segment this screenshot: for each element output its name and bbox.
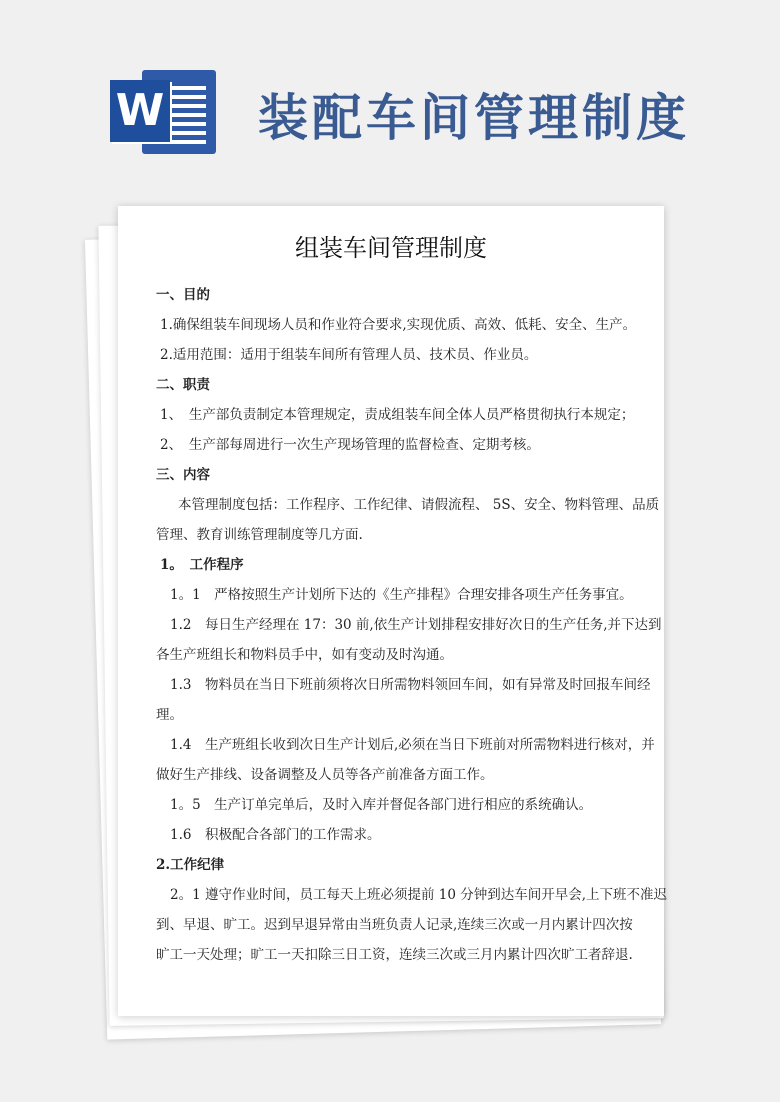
word-icon	[110, 66, 220, 158]
subsection-heading: 2.工作纪律	[156, 857, 225, 873]
paragraph-line: 2.适用范围：适用于组装车间所有管理人员、技术员、作业员。	[160, 347, 538, 363]
banner	[0, 0, 780, 190]
paragraph-line: 各生产班组长和物料员手中，如有变动及时沟通。	[156, 647, 453, 663]
paragraph-line: 2、 生产部每周进行一次生产现场管理的监督检查、定期考核。	[160, 437, 540, 453]
paragraph-line: 本管理制度包括：工作程序、工作纪律、请假流程、 5S、安全、物料管理、品质	[178, 497, 660, 513]
banner-title: 装配车间管理制度	[258, 89, 690, 147]
paragraph-line: 1.2 每日生产经理在 17：30 前,依生产计划排程安排好次日的生产任务,并下达到	[170, 617, 662, 633]
paragraph-line: 理。	[156, 707, 183, 723]
word-letter: W	[110, 80, 170, 142]
subsection-heading: 1。 工作程序	[160, 557, 244, 573]
section-heading: 二、职责	[156, 377, 210, 393]
paragraph-line: 1.4 生产班组长收到次日生产计划后,必须在当日下班前对所需物料进行核对，并	[170, 737, 655, 753]
document-page	[118, 206, 668, 1016]
document-body	[156, 280, 668, 970]
paragraph-line: 1。1 严格按照生产计划所下达的《生产排程》合理安排各项生产任务事宜。	[170, 587, 633, 603]
section-heading: 一、目的	[156, 287, 210, 303]
section-heading: 三、内容	[156, 467, 210, 483]
paragraph-line: 1.3 物料员在当日下班前须将次日所需物料领回车间，如有异常及时回报车间经	[170, 677, 651, 693]
paragraph-line: 旷工一天处理；旷工一天扣除三日工资，连续三次或三月内累计四次旷工者辞退.	[156, 947, 633, 963]
paragraph-line: 2。1 遵守作业时间，员工每天上班必须提前 10 分钟到达车间开早会,上下班不准迟	[170, 887, 668, 903]
paragraph-line: 1。5 生产订单完单后，及时入库并督促各部门进行相应的系统确认。	[170, 797, 593, 813]
paragraph-line: 到、早退、旷工。迟到早退异常由当班负责人记录,连续三次或一月内累计四次按	[156, 917, 633, 933]
paragraph-line: 管理、教育训练管理制度等几方面.	[156, 527, 363, 543]
paragraph-line: 1.6 积极配合各部门的工作需求。	[170, 827, 381, 843]
document-title: 组装车间管理制度	[295, 234, 487, 262]
paragraph-line: 1、 生产部负责制定本管理规定，责成组装车间全体人员严格贯彻执行本规定；	[160, 407, 635, 423]
paragraph-line: 做好生产排线、设备调整及人员等各产前准备方面工作。	[156, 767, 494, 783]
paragraph-line: 1.确保组装车间现场人员和作业符合要求,实现优质、高效、低耗、安全、生产。	[160, 317, 637, 333]
